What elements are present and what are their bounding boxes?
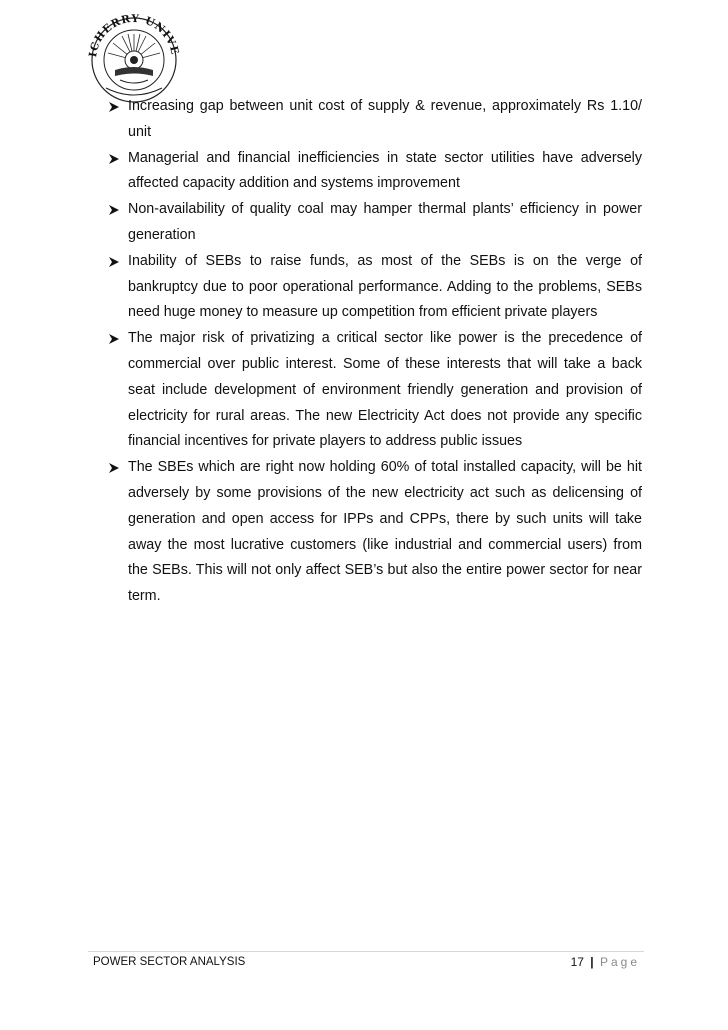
- bullet-item: [108, 94, 642, 146]
- bullet-text: Increasing gap between unit cost of supply & revenue, approximately Rs 1.10/ unit: [128, 98, 642, 140]
- university-logo: [82, 8, 186, 104]
- arrow-bullet-icon: [108, 326, 122, 352]
- arrow-bullet-icon: [108, 197, 122, 223]
- footer-divider: [88, 951, 644, 952]
- bullet-text: Managerial and financial inefficiencies in state sector utilities have adversely affected capacity addition and systems improvement: [128, 149, 642, 192]
- footer-page-indicator: [571, 955, 640, 969]
- bullet-text: Non-availability of quality coal may hamper thermal plants’ efficiency in power generation: [128, 201, 642, 243]
- bullet-text: Inability of SEBs to raise funds, as most of the SEBs is on the verge of bankruptcy due to poor operational performance. Adding to the problems, SEBs need huge money to measure up competition from efficient private players: [128, 252, 642, 321]
- arrow-bullet-icon: [108, 94, 122, 120]
- footer-separator: |: [590, 955, 594, 969]
- bullet-item: [108, 326, 642, 455]
- page-label: Page: [599, 955, 640, 969]
- arrow-bullet-icon: [108, 249, 122, 275]
- page-number: 17: [570, 955, 584, 969]
- bullet-text: The SBEs which are right now holding 60% of total installed capacity, will be hit adversely by some provisions of the new electricity act such as delicensing of generation and open access for IPPs and CPPs, there by such units will take away the most lucrative customers (like industrial and commercial users) from the SEBs. This will not only affect SEB’s but also the entire power sector for near term.: [128, 459, 642, 605]
- arrow-bullet-icon: [108, 146, 122, 172]
- bullet-text: The major risk of privatizing a critical sector like power is the precedence of commercial over public interest. Some of these interests that will take a back seat include development of environment friendly generation and provision of electricity for rural areas. The new Electricity Act does not provide any specific financial incentives for private players to address public issues: [128, 330, 642, 450]
- university-seal-icon: [82, 8, 186, 104]
- bullet-item: [108, 249, 642, 326]
- arrow-bullet-icon: [108, 455, 122, 481]
- bullet-item: [108, 455, 642, 610]
- bullet-item: [108, 146, 642, 198]
- bullet-list: [108, 94, 642, 610]
- footer-title: POWER SECTOR ANALYSIS: [93, 956, 246, 968]
- bullet-item: [108, 197, 642, 249]
- svg-text:PONDICHERRY UNIVERSITY: ICHERRY UNIVE: [87, 12, 181, 58]
